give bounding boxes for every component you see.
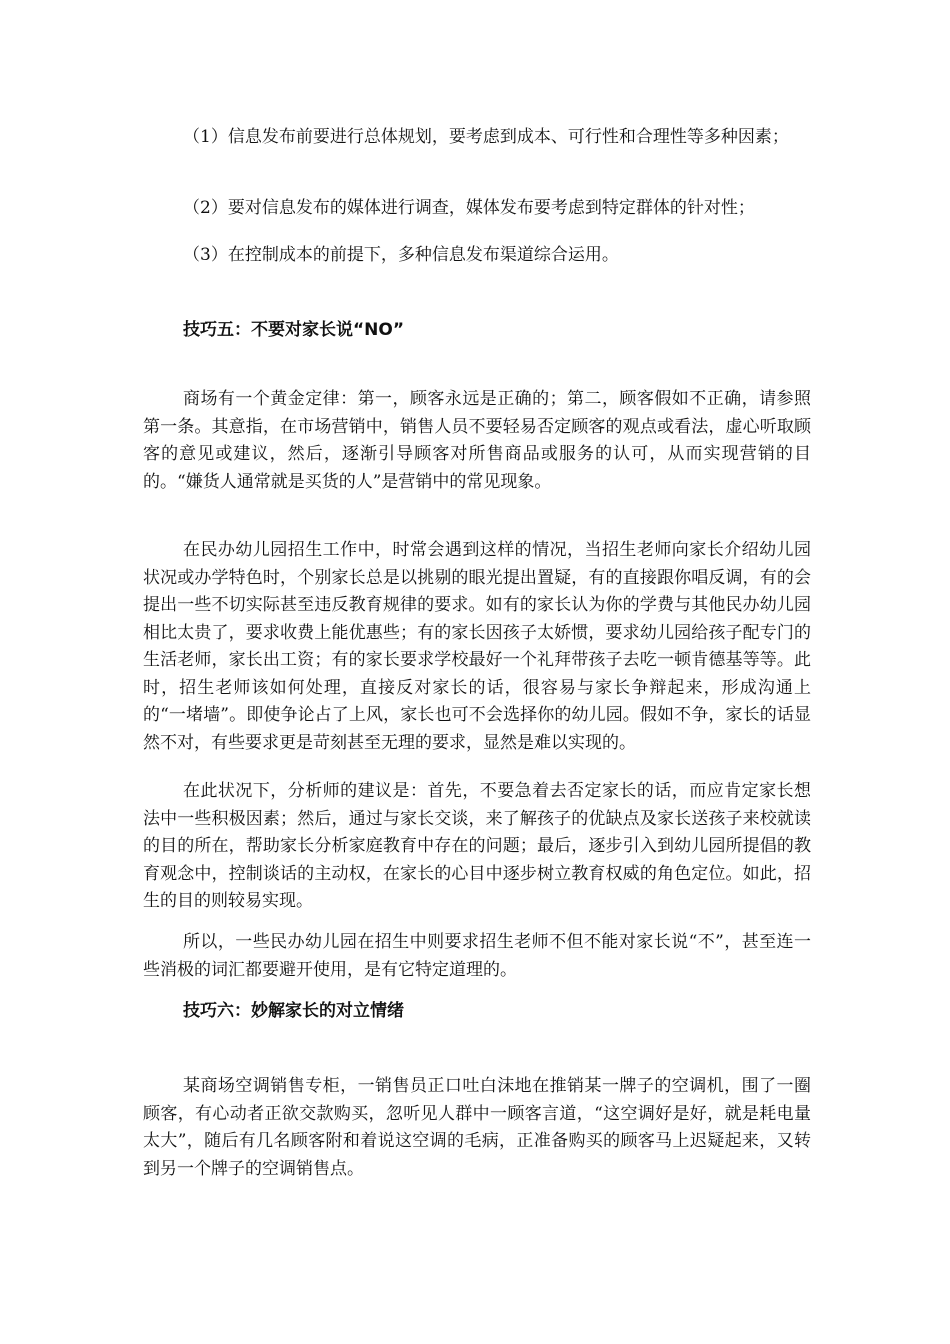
- section-heading-6: 技巧六：妙解家长的对立情绪: [183, 1001, 404, 1021]
- paragraph-6-1: 某商场空调销售专柜，一销售员正口吐白沫地在推销某一牌子的空调机，围了一圈顾客，有心动者正欲交款购买，忽听见人群中一顾客言道，“这空调好是好，就是耗电量太大”，随后有几名顾客附和着说这空调的毛病，正准备购买的顾客马上迟疑起来，又转到另一个牌子的空调销售点。: [143, 1076, 811, 1179]
- paragraph-5-1: 商场有一个黄金定律：第一，顾客永远是正确的；第二，顾客假如不正确，请参照第一条。其意指，在市场营销中，销售人员不要轻易否定顾客的观点或看法，虚心听取顾客的意见或建议，然后，逐渐引导顾客对所售商品或服务的认可，从而实现营销的目的。“嫌货人通常就是买货的人”是营销中的常见现象。: [143, 389, 811, 492]
- paragraph-5-2: 在民办幼儿园招生工作中，时常会遇到这样的情况，当招生老师向家长介绍幼儿园状况或办学特色时，个别家长总是以挑剔的眼光提出置疑，有的直接跟你唱反调，有的会提出一些不切实际甚至违反教育规律的要求。如有的家长认为你的学费与其他民办幼儿园相比太贵了，要求收费上能优惠些；有的家长因孩子太娇惯，要求幼儿园给孩子配专门的生活老师，家长出工资；有的家长要求学校最好一个礼拜带孩子去吃一顿肯德基等等。此时，招生老师该如何处理，直接反对家长的话，很容易与家长争辩起来，形成沟通上的“一堵墙”。即使争论占了上风，家长也可不会选择你的幼儿园。假如不争，家长的话显然不对，有些要求更是苛刻甚至无理的要求，显然是难以实现的。: [143, 540, 811, 753]
- paragraph-5-4: 所以，一些民办幼儿园在招生中则要求招生老师不但不能对家长说“不”，甚至连一些消极的词汇都要避开使用，是有它特定道理的。: [143, 932, 811, 980]
- paragraph-5-3: 在此状况下，分析师的建议是：首先，不要急着去否定家长的话，而应肯定家长想法中一些积极因素；然后，通过与家长交谈，来了解孩子的优缺点及家长送孩子来校就读的目的所在，帮助家长分析家庭教育中存在的问题；最后，逐步引入到幼儿园所提倡的教育观念中，控制谈话的主动权，在家长的心目中逐步树立教育权威的角色定位。如此，招生的目的则较易实现。: [143, 781, 811, 911]
- list-item-2: （2）要对信息发布的媒体进行调查，媒体发布要考虑到特定群体的针对性；: [183, 198, 755, 218]
- section-heading-5: 技巧五：不要对家长说“NO”: [183, 320, 405, 340]
- list-item-1: （1）信息发布前要进行总体规划，要考虑到成本、可行性和合理性等多种因素；: [183, 127, 789, 147]
- list-item-3: （3）在控制成本的前提下，多种信息发布渠道综合运用。: [183, 245, 619, 265]
